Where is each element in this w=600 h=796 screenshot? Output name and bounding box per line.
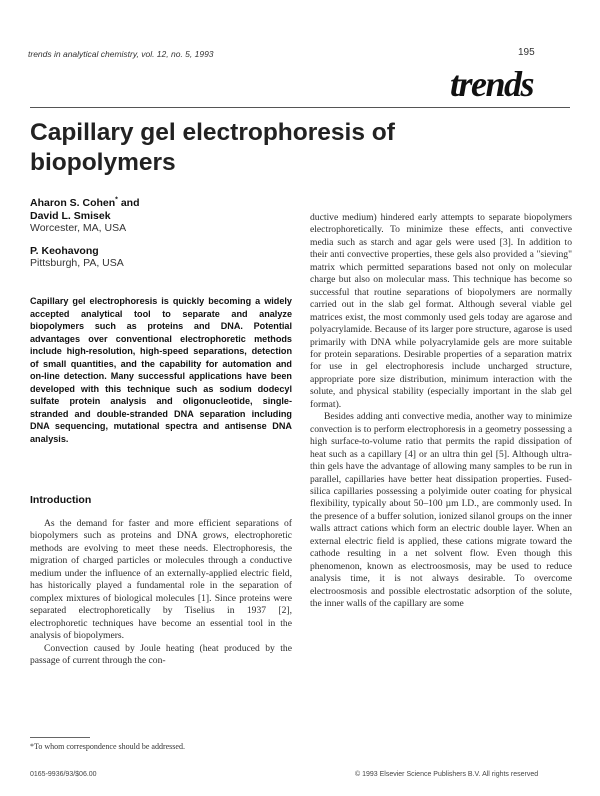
article-title: Capillary gel electrophoresis of biopolymers bbox=[30, 119, 395, 176]
affiliation-1: Worcester, MA, USA bbox=[30, 222, 127, 234]
paragraph: As the demand for faster and more efficient separations of biopolymers such as proteins and DNA grows, electrophoretic methods are evolving to meet these needs. Electrophoresis, the migration of charged particles or molecules through a conductive medium under the influence of an externally-applied electric field, has historically played a fundamental role in the separation of complex mixtures of biological molecules [1]. Since proteins were separated electrophoretically by Tiselius in 1937 [2], electrophoretic techniques have become an essential tool in the analysis of biopolymers. bbox=[30, 518, 292, 642]
author-line-3: P. Keohavong bbox=[30, 244, 99, 257]
abstract: Capillary gel electrophoresis is quickly becoming a widely accepted analytical tool to separate and analyze biopolymers such as proteins and DNA. Potential advantages over conventional electrophoretic methods include high-resolution, high-speed separations, detection of small quantities, and the capability for automation and on-line detection. Many successful applications have been developed with this technique such as sodium dodecyl sulfate protein analysis and oligonucleotide, single-stranded and double-stranded DNA separation including DNA sequencing, mutational spectra and antisense DNA analysis. bbox=[30, 296, 292, 444]
body-column-left bbox=[30, 518, 292, 667]
journal-reference: trends in analytical chemistry, vol. 12, no. 5, 1993 bbox=[28, 49, 214, 59]
author-line-1: Aharon S. Cohen* and bbox=[30, 196, 140, 209]
page-number: 195 bbox=[518, 47, 535, 58]
paragraph: Convection caused by Joule heating (heat produced by the passage of current through the con- bbox=[30, 642, 292, 666]
author-block bbox=[30, 197, 290, 278]
author-line-2: David L. Smisek bbox=[30, 209, 111, 222]
footnote-rule bbox=[30, 737, 90, 738]
header-rule bbox=[30, 107, 570, 108]
publication-code: 0165-9936/93/$06.00 bbox=[30, 771, 97, 778]
footnote: *To whom correspondence should be addressed. bbox=[30, 742, 185, 751]
section-label: trends bbox=[450, 64, 534, 104]
paragraph: ductive medium) hindered early attempts to separate biopolymers electrophoretically. To minimize these effects, anti convective media such as starch and agar gels were used [3]. In addition to their anti convective properties, these gels also provided a "sieving" matrix which permitted separations based not only on molecular charge but also on molecular mass. This technique has become so successful that routine separations of biopolymers are normally carried out in the slab gel format. Although several viable gel matrices exist, the most commonly used gels today are agarose and polyacrylamide. Because of its larger pore structure, agarose is used primarily with DNA while polyacrylamide gels are more suitable for protein separations. Desirable properties of a separation matrix for use in gel electrophoresis include uncharged structure, appropriate pore size distribution, minimum interaction with the solute, and physical stability (especially important in the slab gel format). bbox=[310, 212, 572, 410]
body-column-right bbox=[310, 212, 572, 611]
copyright-notice: © 1993 Elsevier Science Publishers B.V. All rights reserved bbox=[355, 771, 539, 778]
paragraph: Besides adding anti convective media, another way to minimize convection is to perform electrophoresis in a geometry possessing a high surface-to-volume ratio that permits the rapid dissipation of heat such as a capillary [4] or an ultra thin gel [5]. Although ultra-thin gels have the advantage of allowing many samples to be run in parallel, capillaries have better heat dissipation properties. Fused-silica capillaries possessing a polyimide outer coating for physical flexibility, typically about 50–100 µm I.D., are commonly used. In the presence of a buffer solution, ionized silanol groups on the inner walls attract cations which form an electric double layer. When an external electric field is applied, these cations migrate toward the cathode resulting in a net solvent flow. Even though this phenomenon, known as electroosmosis, may be used to reduce analysis time, it is not always desirable. To overcome electroosmosis and possible electrostatic adsorption of the solute, the inner walls of the capillary are some bbox=[310, 411, 572, 610]
affiliation-2: Pittsburgh, PA, USA bbox=[30, 257, 124, 269]
section-heading-introduction: Introduction bbox=[30, 494, 92, 506]
